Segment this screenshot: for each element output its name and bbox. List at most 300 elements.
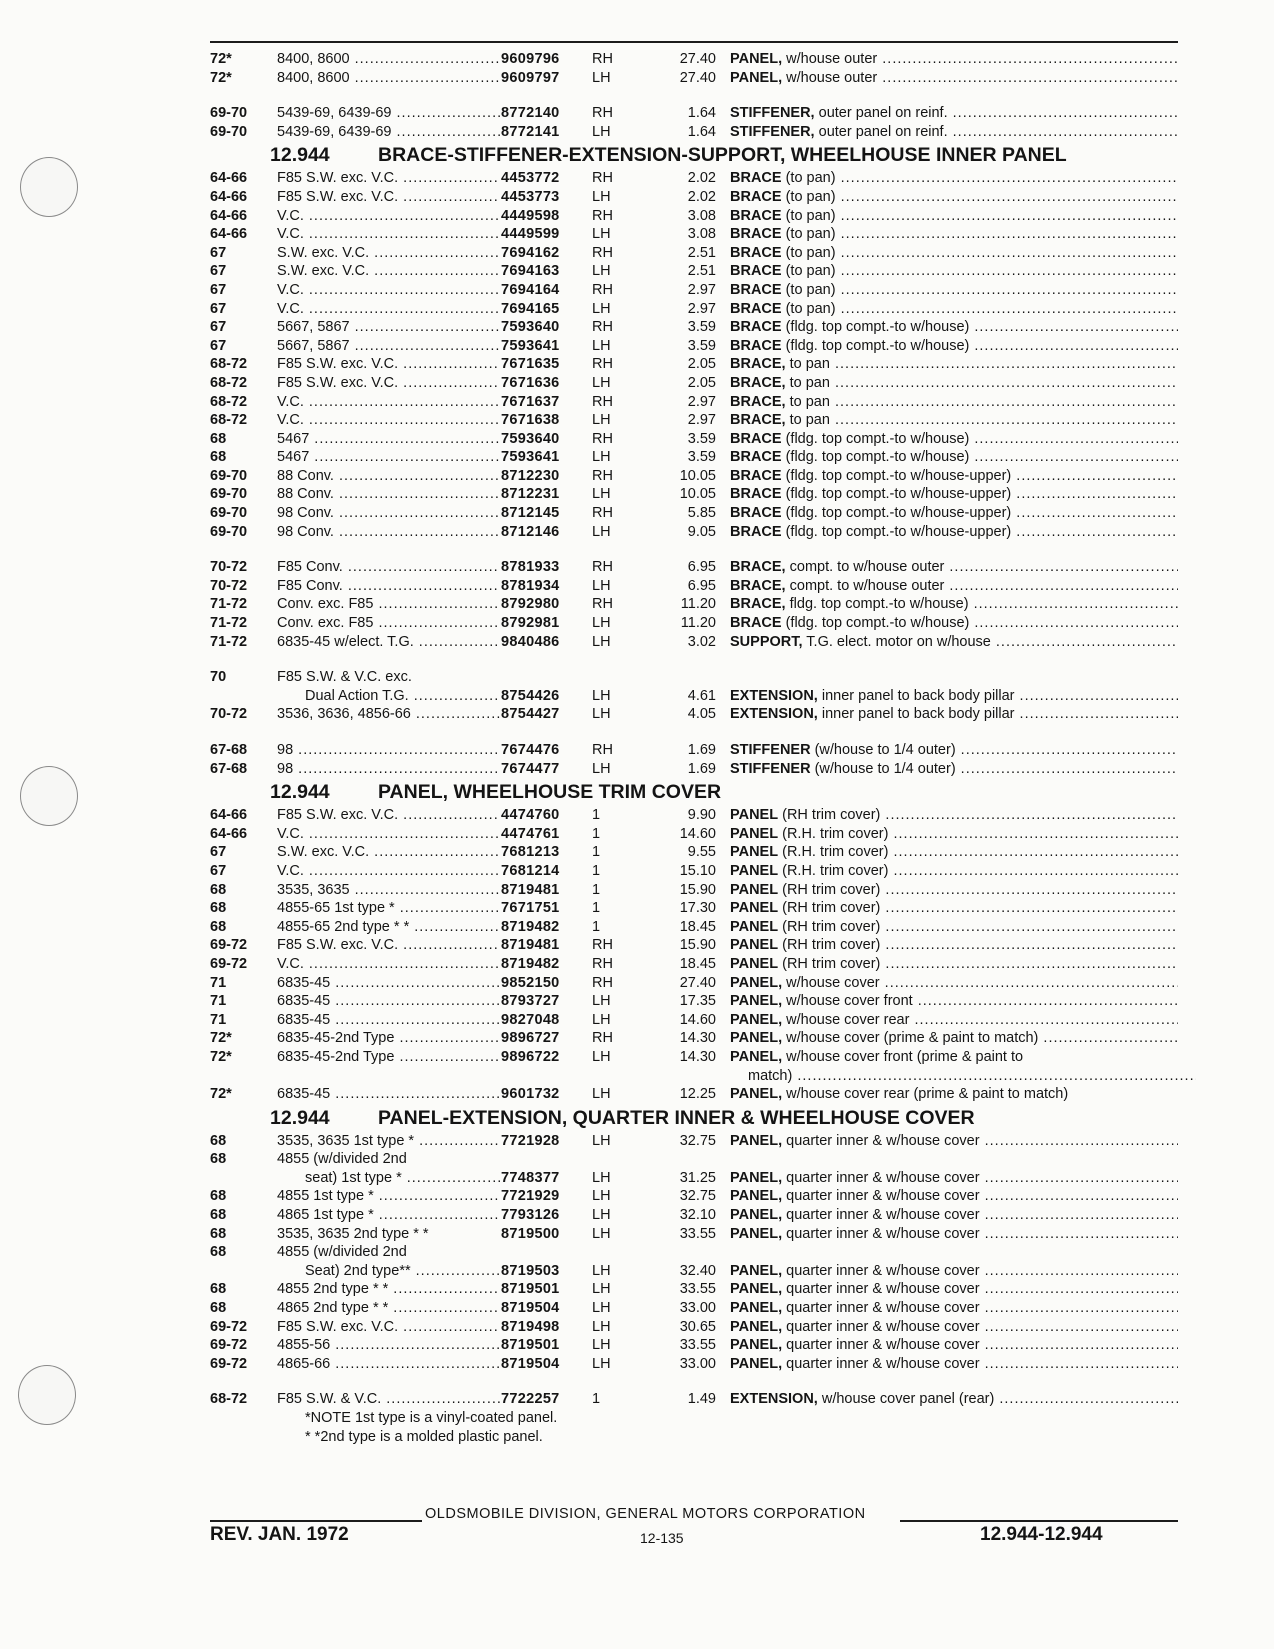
- section-title: PANEL, WHEELHOUSE TRIM COVER: [378, 781, 722, 804]
- part-number: 7722257: [501, 1391, 560, 1408]
- part-detail: (w/house to 1/4 outer): [814, 760, 956, 777]
- list-price: 2.51: [687, 244, 716, 261]
- part-name: PANEL,: [730, 69, 783, 86]
- side-or-quantity: LH: [592, 337, 611, 354]
- part-detail: to pan: [789, 374, 830, 391]
- part-description: [730, 300, 1178, 319]
- list-price: 1.64: [687, 123, 716, 140]
- list-price: 3.59: [687, 337, 716, 354]
- model-year: 69-72: [210, 937, 248, 954]
- part-detail: (fldg. top compt.-to w/house-upper): [785, 486, 1012, 503]
- part-row: [210, 806, 1178, 825]
- part-description: [730, 225, 1178, 244]
- model-applicability: V.C. .....: [277, 393, 500, 412]
- part-name: PANEL: [730, 844, 779, 861]
- list-price: 2.02: [687, 170, 716, 187]
- part-number: 7593641: [501, 449, 560, 466]
- model-applicability: 6835-45 .....: [277, 1085, 500, 1104]
- part-description: [730, 1280, 1178, 1299]
- part-name: PANEL: [730, 807, 779, 824]
- model-applicability: 88 Conv. .....: [277, 485, 500, 504]
- side-or-quantity: LH: [592, 1011, 611, 1028]
- list-price: 3.08: [687, 207, 716, 224]
- side-or-quantity: LH: [592, 1207, 611, 1224]
- part-number: 8712231: [501, 486, 560, 503]
- part-detail: quarter inner & w/house cover: [786, 1132, 980, 1149]
- model-year: 71-72: [210, 615, 248, 632]
- part-detail: (fldg. top compt.-to w/house-upper): [785, 467, 1012, 484]
- part-detail: (RH trim cover): [782, 881, 881, 898]
- side-or-quantity: RH: [592, 430, 613, 447]
- side-or-quantity: RH: [592, 356, 613, 373]
- list-price: 14.60: [679, 1011, 716, 1028]
- part-number: 7593641: [501, 337, 560, 354]
- list-price: 9.05: [687, 523, 716, 540]
- part-number: 8712145: [501, 505, 560, 522]
- model-applicability: V.C. .....: [277, 225, 500, 244]
- model-year: 68: [210, 881, 227, 898]
- model-applicability: F85 S.W. exc. V.C. .....: [277, 169, 500, 188]
- part-name: PANEL: [730, 918, 779, 935]
- model-year: 68-72: [210, 374, 248, 391]
- model-year: 68: [210, 1151, 227, 1168]
- part-description: [730, 188, 1178, 207]
- part-description: [730, 614, 1178, 633]
- part-name: EXTENSION,: [730, 687, 818, 704]
- side-or-quantity: LH: [592, 1132, 611, 1149]
- part-detail: outer panel on reinf.: [818, 105, 948, 122]
- part-name: BRACE: [730, 523, 782, 540]
- side-or-quantity: 1: [592, 825, 601, 842]
- part-detail: (to pan): [785, 207, 836, 224]
- side-or-quantity: RH: [592, 559, 613, 576]
- part-detail: (to pan): [785, 188, 836, 205]
- part-name: BRACE: [730, 170, 782, 187]
- model-applicability: 5467 .....: [277, 448, 500, 467]
- part-row: [210, 1048, 1178, 1067]
- side-or-quantity: 1: [592, 881, 601, 898]
- part-number: 9896727: [501, 1030, 560, 1047]
- part-number: 4453772: [501, 170, 560, 187]
- part-description: [730, 1187, 1178, 1206]
- part-name: SUPPORT,: [730, 633, 803, 650]
- model-year: 68-72: [210, 412, 248, 429]
- footnote: [210, 1409, 1178, 1428]
- model-year: 69-70: [210, 505, 248, 522]
- part-name: BRACE: [730, 244, 782, 261]
- side-or-quantity: RH: [592, 281, 613, 298]
- part-number: 8719504: [501, 1355, 560, 1372]
- part-row: [210, 1355, 1178, 1374]
- model-applicability: 4855 (w/divided 2nd: [277, 1151, 407, 1168]
- model-year: 69-70: [210, 486, 248, 503]
- part-description: [730, 262, 1178, 281]
- part-row: [210, 1336, 1178, 1355]
- part-number: 4474761: [501, 825, 560, 842]
- list-price: 32.75: [679, 1188, 716, 1205]
- side-or-quantity: RH: [592, 505, 613, 522]
- part-row: [210, 614, 1178, 633]
- side-or-quantity: LH: [592, 1337, 611, 1354]
- side-or-quantity: LH: [592, 263, 611, 280]
- side-or-quantity: LH: [592, 412, 611, 429]
- model-applicability: 5667, 5867 .....: [277, 337, 500, 356]
- model-applicability: 3536, 3636, 4856-66 .....: [277, 705, 500, 724]
- model-applicability: 8400, 8600 .....: [277, 69, 500, 88]
- part-row: [210, 281, 1178, 300]
- model-year: 68: [210, 1281, 227, 1298]
- part-description: [730, 974, 1178, 993]
- part-description: [730, 577, 1178, 596]
- part-description: [730, 523, 1178, 542]
- list-price: 1.49: [687, 1391, 716, 1408]
- part-description: [730, 1048, 1178, 1067]
- part-number: 7748377: [501, 1169, 560, 1186]
- part-detail: (w/house to 1/4 outer): [814, 742, 956, 758]
- list-price: 2.02: [687, 188, 716, 205]
- list-price: 15.10: [679, 862, 716, 879]
- list-price: 5.85: [687, 505, 716, 522]
- list-price: 27.40: [679, 51, 716, 67]
- part-row: [210, 1318, 1178, 1337]
- part-row: [210, 595, 1178, 614]
- list-price: 4.61: [687, 687, 716, 704]
- part-description: [730, 1225, 1178, 1244]
- model-applicability: 6835-45 .....: [277, 992, 500, 1011]
- model-year: 69-70: [210, 467, 248, 484]
- part-detail: quarter inner & w/house cover: [786, 1355, 980, 1372]
- part-detail: w/house cover rear: [786, 1011, 910, 1028]
- part-number: 7721929: [501, 1188, 560, 1205]
- part-name: PANEL,: [730, 974, 783, 991]
- part-row: [210, 123, 1178, 142]
- list-price: 3.59: [687, 319, 716, 336]
- model-applicability: 4855-65 1st type * .....: [277, 899, 500, 918]
- part-detail: (to pan): [785, 300, 836, 317]
- part-detail: compt. to w/house outer: [789, 559, 945, 576]
- part-number: 7671635: [501, 356, 560, 373]
- part-number: 8719503: [501, 1262, 560, 1279]
- list-price: 12.25: [679, 1086, 716, 1103]
- part-number: 8772141: [501, 123, 560, 140]
- part-description: [730, 595, 1178, 614]
- part-description: [730, 881, 1178, 900]
- model-year: 68-72: [210, 356, 248, 373]
- list-price: 4.05: [687, 706, 716, 723]
- side-or-quantity: LH: [592, 1225, 611, 1242]
- model-year: 69-72: [210, 1337, 248, 1354]
- model-year: 64-66: [210, 825, 248, 842]
- side-or-quantity: LH: [592, 523, 611, 540]
- model-year: 67: [210, 862, 227, 879]
- model-applicability: 88 Conv. .....: [277, 467, 500, 486]
- part-row: [210, 1206, 1178, 1225]
- part-detail: (to pan): [785, 226, 836, 243]
- part-number: 8719500: [501, 1225, 560, 1242]
- part-description: [730, 843, 1178, 862]
- part-description: [730, 899, 1178, 918]
- part-detail: (fldg. top compt.-to w/house-upper): [785, 505, 1012, 522]
- section-heading: [210, 141, 1178, 169]
- part-number: 8781934: [501, 577, 560, 594]
- part-number: 9609796: [501, 51, 560, 67]
- footer-company: OLDSMOBILE DIVISION, GENERAL MOTORS CORPORATION: [425, 1506, 866, 1522]
- part-description: [730, 1132, 1178, 1151]
- part-description: [730, 244, 1178, 263]
- part-row: [210, 633, 1178, 652]
- list-price: 1.64: [687, 105, 716, 122]
- part-number: 8792980: [501, 596, 560, 613]
- part-name: PANEL,: [730, 1300, 783, 1317]
- part-description: [748, 1067, 1196, 1086]
- part-number: 8712146: [501, 523, 560, 540]
- part-number: 9896722: [501, 1048, 560, 1065]
- part-detail: w/house cover: [786, 974, 880, 991]
- side-or-quantity: LH: [592, 1169, 611, 1186]
- side-or-quantity: RH: [592, 467, 613, 484]
- model-year: 70-72: [210, 577, 248, 594]
- side-or-quantity: RH: [592, 742, 613, 758]
- model-applicability: 3535, 3635 2nd type * *: [277, 1225, 429, 1242]
- part-detail: T.G. elect. motor on w/house: [806, 633, 991, 650]
- part-description: [730, 393, 1178, 412]
- model-applicability: 6835-45 .....: [277, 1011, 500, 1030]
- part-number: 7671638: [501, 412, 560, 429]
- row-spacer: [210, 1373, 1178, 1390]
- part-description: [730, 1262, 1178, 1281]
- footer-rule-right: [900, 1520, 1178, 1522]
- part-detail: quarter inner & w/house cover: [786, 1281, 980, 1298]
- side-or-quantity: RH: [592, 207, 613, 224]
- side-or-quantity: LH: [592, 69, 611, 86]
- model-applicability: 4865 2nd type * * .....: [277, 1299, 500, 1318]
- part-detail: (fldg. top compt.-to w/house): [785, 337, 970, 354]
- part-detail: (R.H. trim cover): [782, 825, 889, 842]
- parts-list: [210, 50, 1178, 1446]
- part-name: BRACE: [730, 430, 782, 447]
- model-applicability: S.W. exc. V.C. .....: [277, 262, 500, 281]
- part-row: [210, 485, 1178, 504]
- model-year: 64-66: [210, 226, 248, 243]
- side-or-quantity: LH: [592, 1355, 611, 1372]
- part-number: 4449598: [501, 207, 560, 224]
- part-name: BRACE,: [730, 596, 786, 613]
- part-row: [210, 1187, 1178, 1206]
- model-applicability: F85 S.W. exc. V.C. .....: [277, 1318, 500, 1337]
- list-price: 3.59: [687, 449, 716, 466]
- row-spacer: [210, 724, 1178, 741]
- side-or-quantity: LH: [592, 993, 611, 1010]
- part-row: [210, 760, 1178, 779]
- top-rule: [210, 41, 1178, 43]
- model-applicability: F85 S.W. exc. V.C. .....: [277, 355, 500, 374]
- part-description: [730, 374, 1178, 393]
- part-detail: (to pan): [785, 244, 836, 261]
- part-name: PANEL,: [730, 1337, 783, 1354]
- part-name: STIFFENER: [730, 760, 811, 777]
- part-detail: (RH trim cover): [782, 937, 881, 954]
- part-description: [730, 918, 1178, 937]
- part-row: [210, 843, 1178, 862]
- footer-page-number: 12-135: [640, 1530, 684, 1546]
- part-name: PANEL,: [730, 1188, 783, 1205]
- part-row: [210, 1390, 1178, 1409]
- list-price: 31.25: [679, 1169, 716, 1186]
- part-number: 9840486: [501, 633, 560, 650]
- footer-rule-left: [210, 1520, 422, 1522]
- list-price: 2.97: [687, 412, 716, 429]
- binder-hole-middle: [20, 766, 78, 826]
- part-number: 9601732: [501, 1086, 560, 1103]
- part-detail: w/house outer: [786, 69, 878, 86]
- part-name: BRACE: [730, 319, 782, 336]
- part-description: [730, 430, 1178, 449]
- part-detail: quarter inner & w/house cover: [786, 1207, 980, 1224]
- model-year: 70-72: [210, 706, 248, 723]
- model-year: 67: [210, 263, 227, 280]
- part-detail: (RH trim cover): [782, 955, 881, 972]
- footer-section-range: 12.944-12.944: [980, 1524, 1103, 1545]
- part-description: [730, 1169, 1178, 1188]
- list-price: 2.97: [687, 300, 716, 317]
- part-number: 7593640: [501, 430, 560, 447]
- part-number: 7694163: [501, 263, 560, 280]
- list-price: 10.05: [679, 486, 716, 503]
- list-price: 32.10: [679, 1207, 716, 1224]
- part-detail: (fldg. top compt.-to w/house): [785, 319, 970, 336]
- part-row: [210, 169, 1178, 188]
- model-applicability: S.W. exc. V.C. .....: [277, 244, 500, 263]
- list-price: 11.20: [680, 596, 716, 613]
- part-detail: w/house cover (prime & paint to match): [786, 1030, 1039, 1047]
- part-detail: w/house cover panel (rear): [821, 1391, 995, 1408]
- model-year: 70-72: [210, 559, 248, 576]
- section-title: BRACE-STIFFENER-EXTENSION-SUPPORT, WHEELHOUSE INNER PANEL: [378, 144, 1067, 167]
- part-number: 8719501: [501, 1337, 560, 1354]
- model-year: 67: [210, 300, 227, 317]
- side-or-quantity: RH: [592, 105, 613, 122]
- part-name: BRACE: [730, 486, 782, 503]
- part-row: [210, 1262, 1178, 1281]
- part-row: [210, 50, 1178, 69]
- part-row: [210, 1299, 1178, 1318]
- list-price: 6.95: [687, 577, 716, 594]
- model-year: 67-68: [210, 760, 248, 777]
- part-name: PANEL,: [730, 1207, 783, 1224]
- part-name: PANEL,: [730, 993, 783, 1010]
- part-number: 8792981: [501, 615, 560, 632]
- model-applicability: 5667, 5867 .....: [277, 318, 500, 337]
- side-or-quantity: LH: [592, 577, 611, 594]
- model-year: 69-70: [210, 105, 248, 122]
- model-applicability: 4865 1st type * .....: [277, 1206, 500, 1225]
- part-description: [730, 955, 1178, 974]
- part-description: [730, 1029, 1178, 1048]
- part-name: BRACE,: [730, 559, 786, 576]
- part-name: BRACE,: [730, 374, 786, 391]
- model-year: 72*: [210, 69, 232, 86]
- model-applicability: V.C. .....: [277, 825, 500, 844]
- part-name: PANEL,: [730, 1086, 783, 1103]
- part-row: [210, 668, 1178, 687]
- part-description: [730, 411, 1178, 430]
- list-price: 9.55: [687, 844, 716, 861]
- part-number: 7694165: [501, 300, 560, 317]
- model-applicability: V.C. .....: [277, 300, 500, 319]
- row-spacer: [210, 541, 1178, 558]
- side-or-quantity: RH: [592, 170, 613, 187]
- part-description: [730, 1085, 1178, 1104]
- part-description: [730, 558, 1178, 577]
- part-name: EXTENSION,: [730, 1391, 818, 1408]
- part-description: [730, 825, 1178, 844]
- list-price: 17.35: [679, 993, 716, 1010]
- model-applicability: 98 .....: [277, 760, 500, 779]
- side-or-quantity: 1: [592, 900, 601, 917]
- side-or-quantity: RH: [592, 974, 613, 991]
- part-detail: w/house outer: [786, 51, 878, 67]
- model-year: 67-68: [210, 742, 248, 758]
- part-detail: (fldg. top compt.-to w/house-upper): [785, 523, 1012, 540]
- part-row: [210, 1225, 1178, 1244]
- part-detail: outer panel on reinf.: [818, 123, 948, 140]
- part-row: [210, 467, 1178, 486]
- part-description: [730, 760, 1178, 779]
- footnote-text: * *2nd type is a molded plastic panel.: [305, 1428, 543, 1445]
- model-applicability: Conv. exc. F85 .....: [277, 614, 500, 633]
- list-price: 15.90: [679, 937, 716, 954]
- part-number: 7694162: [501, 244, 560, 261]
- part-number: 7681214: [501, 862, 560, 879]
- model-applicability: 6835-45 .....: [277, 974, 500, 993]
- list-price: 2.05: [687, 356, 716, 373]
- section-heading: [210, 778, 1178, 806]
- part-name: BRACE: [730, 615, 782, 632]
- side-or-quantity: LH: [592, 1262, 611, 1279]
- row-spacer: [210, 87, 1178, 104]
- model-applicability: F85 S.W. & V.C. exc.: [277, 669, 412, 686]
- list-price: 14.60: [679, 825, 716, 842]
- footnote-text: *NOTE 1st type is a vinyl-coated panel.: [305, 1410, 558, 1426]
- list-price: 2.97: [687, 281, 716, 298]
- part-detail: inner panel to back body pillar: [821, 706, 1015, 723]
- model-year: 68: [210, 1188, 227, 1205]
- model-applicability: 6835-45-2nd Type .....: [277, 1048, 500, 1067]
- list-price: 18.45: [679, 955, 716, 972]
- part-description: [730, 992, 1178, 1011]
- part-name: PANEL,: [730, 1281, 783, 1298]
- part-number: 7694164: [501, 281, 560, 298]
- part-detail: to pan: [789, 412, 830, 429]
- part-number: 8719482: [501, 918, 560, 935]
- part-detail: quarter inner & w/house cover: [786, 1262, 980, 1279]
- part-description: [730, 1336, 1178, 1355]
- part-name: PANEL: [730, 937, 779, 954]
- list-price: 33.00: [679, 1300, 716, 1317]
- part-row: [210, 936, 1178, 955]
- part-name: PANEL: [730, 881, 779, 898]
- list-price: 2.97: [687, 393, 716, 410]
- part-detail: (RH trim cover): [782, 918, 881, 935]
- part-row: [210, 992, 1178, 1011]
- list-price: 17.30: [679, 900, 716, 917]
- part-description: [730, 1318, 1178, 1337]
- model-applicability: 98 .....: [277, 741, 500, 760]
- list-price: 15.90: [679, 881, 716, 898]
- part-description: [730, 123, 1178, 142]
- model-year: 69-72: [210, 1355, 248, 1372]
- part-number: 8772140: [501, 105, 560, 122]
